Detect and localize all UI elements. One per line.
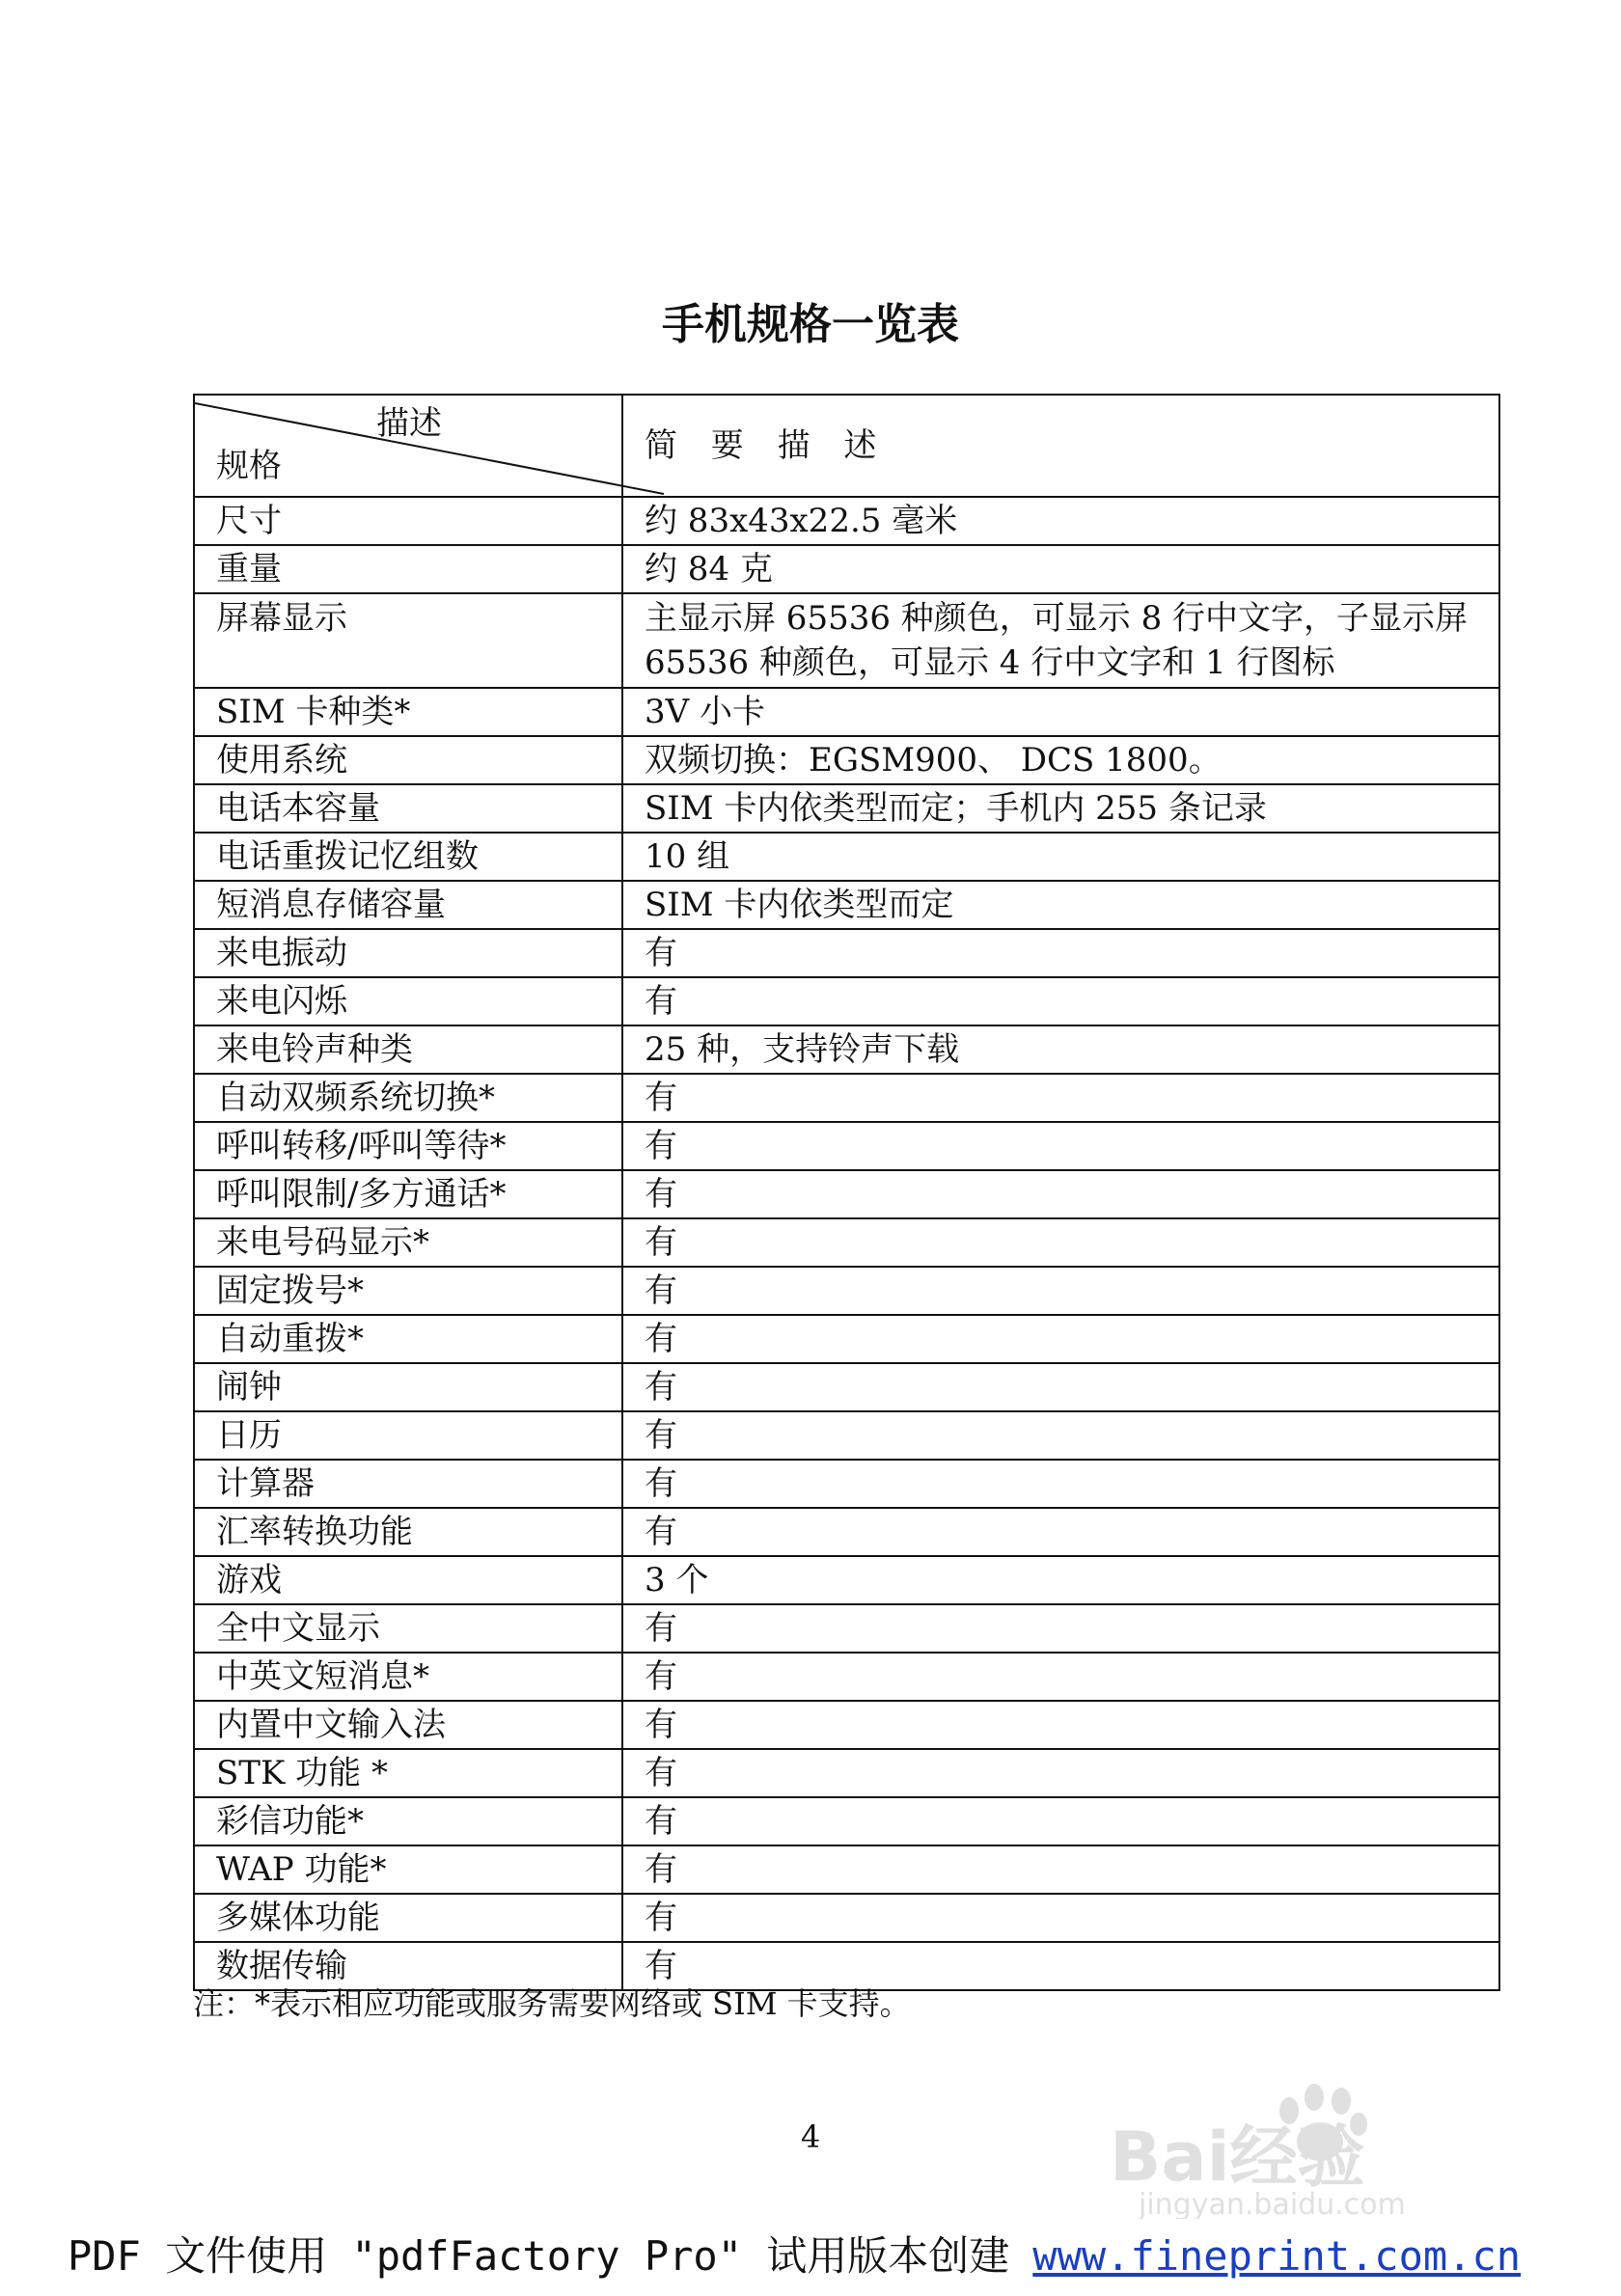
table-row [194, 1025, 1499, 1074]
table-row [194, 1363, 1499, 1411]
table-row [194, 1797, 1499, 1845]
spec-name-cell: 来电铃声种类 [194, 1025, 622, 1074]
spec-name-cell: 固定拨号* [194, 1267, 622, 1315]
spec-value-cell: 主显示屏 65536 种颜色，可显示 8 行中文字，子显示屏 65536 种颜色，可显示 4 行中文字和 1 行图标 [622, 593, 1499, 688]
spec-name-cell: 短消息存储容量 [194, 881, 622, 929]
spec-name-cell: 呼叫转移/呼叫等待* [194, 1122, 622, 1170]
spec-value-cell: SIM 卡内依类型而定；手机内 255 条记录 [622, 784, 1499, 833]
table-row [194, 1411, 1499, 1460]
table-row [194, 784, 1499, 833]
table-row [194, 736, 1499, 784]
header-description-label: 描述 [376, 404, 442, 443]
spec-name-cell: 日历 [194, 1411, 622, 1460]
spec-name-cell: 自动双频系统切换* [194, 1074, 622, 1122]
table-row [194, 688, 1499, 736]
spec-value-cell: 有 [622, 1508, 1499, 1556]
spec-value-cell: 有 [622, 1942, 1499, 1990]
spec-value-cell: 有 [622, 1797, 1499, 1845]
page-number: 4 [800, 2118, 821, 2155]
spec-name-cell: 计算器 [194, 1460, 622, 1508]
spec-name-cell: 彩信功能* [194, 1797, 622, 1845]
pdf-footer [68, 2225, 1521, 2282]
spec-value-cell: 3 个 [622, 1556, 1499, 1604]
table-row [194, 497, 1499, 545]
table-header-row [194, 395, 1499, 497]
footnote: 注：*表示相应功能或服务需要网络或 SIM 卡支持。 [193, 1985, 911, 2022]
spec-value-cell: 有 [622, 1267, 1499, 1315]
spec-name-cell: 电话本容量 [194, 784, 622, 833]
table-row [194, 1653, 1499, 1701]
spec-name-cell: 汇率转换功能 [194, 1508, 622, 1556]
spec-value-cell: 有 [622, 1218, 1499, 1267]
spec-name-cell: 闹钟 [194, 1363, 622, 1411]
spec-value-cell: 有 [622, 1701, 1499, 1749]
spec-value-cell: 双频切换：EGSM900、 DCS 1800。 [622, 736, 1499, 784]
spec-value-cell: 有 [622, 1074, 1499, 1122]
spec-table [193, 394, 1500, 1991]
document-title: 手机规格一览表 [662, 300, 959, 349]
spec-name-cell: 电话重拨记忆组数 [194, 833, 622, 881]
header-spec-label: 规格 [216, 447, 282, 485]
table-row [194, 1315, 1499, 1363]
spec-name-cell: 屏幕显示 [194, 593, 622, 688]
table-row [194, 1894, 1499, 1942]
spec-name-cell: 游戏 [194, 1556, 622, 1604]
diagonal-header-cell [194, 395, 622, 497]
spec-name-cell: 全中文显示 [194, 1604, 622, 1653]
spec-value-cell: 有 [622, 1845, 1499, 1894]
spec-value-cell: 有 [622, 977, 1499, 1025]
spec-name-cell: 中英文短消息* [194, 1653, 622, 1701]
table-row [194, 929, 1499, 977]
table-row [194, 545, 1499, 593]
baidu-jingyan-watermark [1100, 2074, 1544, 2219]
spec-name-cell: STK 功能 * [194, 1749, 622, 1797]
spec-value-cell: 有 [622, 1122, 1499, 1170]
spec-value-cell: 3V 小卡 [622, 688, 1499, 736]
spec-value-cell: 有 [622, 1170, 1499, 1218]
spec-name-cell: 尺寸 [194, 497, 622, 545]
table-row [194, 881, 1499, 929]
table-row [194, 593, 1499, 688]
spec-value-cell: 25 种，支持铃声下载 [622, 1025, 1499, 1074]
spec-name-cell: 多媒体功能 [194, 1894, 622, 1942]
spec-value-cell: 约 84 克 [622, 545, 1499, 593]
spec-name-cell: 重量 [194, 545, 622, 593]
table-row [194, 1460, 1499, 1508]
spec-value-cell: 有 [622, 1460, 1499, 1508]
spec-value-cell: 有 [622, 929, 1499, 977]
spec-value-cell: 有 [622, 1315, 1499, 1363]
spec-value-cell: 有 [622, 1894, 1499, 1942]
spec-value-cell: 有 [622, 1411, 1499, 1460]
table-row [194, 1267, 1499, 1315]
spec-name-cell: 数据传输 [194, 1942, 622, 1990]
table-row [194, 1604, 1499, 1653]
spec-name-cell: SIM 卡种类* [194, 688, 622, 736]
watermark-url: jingyan.baidu.com [1139, 2188, 1406, 2219]
spec-value-cell: 有 [622, 1604, 1499, 1653]
table-row [194, 1556, 1499, 1604]
watermark-brand: Bai经验 [1110, 2118, 1365, 2197]
table-row [194, 1122, 1499, 1170]
spec-name-cell: 呼叫限制/多方通话* [194, 1170, 622, 1218]
footer-text: PDF 文件使用 "pdfFactory Pro" 试用版本创建 [68, 2232, 1010, 2280]
header-brief-description: 简 要 描 述 [622, 395, 1499, 497]
spec-name-cell: WAP 功能* [194, 1845, 622, 1894]
spec-name-cell: 来电号码显示* [194, 1218, 622, 1267]
spec-value-cell: 约 83x43x22.5 毫米 [622, 497, 1499, 545]
table-row [194, 977, 1499, 1025]
table-row [194, 1170, 1499, 1218]
spec-value-cell: 有 [622, 1653, 1499, 1701]
spec-value-cell: SIM 卡内依类型而定 [622, 881, 1499, 929]
spec-name-cell: 使用系统 [194, 736, 622, 784]
spec-value-cell: 有 [622, 1749, 1499, 1797]
table-row [194, 1701, 1499, 1749]
table-row [194, 1074, 1499, 1122]
spec-name-cell: 来电闪烁 [194, 977, 622, 1025]
table-row [194, 1218, 1499, 1267]
table-row [194, 1508, 1499, 1556]
spec-value-cell: 10 组 [622, 833, 1499, 881]
table-row [194, 1749, 1499, 1797]
spec-value-cell: 有 [622, 1363, 1499, 1411]
spec-name-cell: 自动重拨* [194, 1315, 622, 1363]
table-row [194, 1845, 1499, 1894]
spec-name-cell: 来电振动 [194, 929, 622, 977]
spec-name-cell: 内置中文输入法 [194, 1701, 622, 1749]
footer-link[interactable]: www.fineprint.com.cn [1032, 2232, 1522, 2280]
table-row [194, 833, 1499, 881]
